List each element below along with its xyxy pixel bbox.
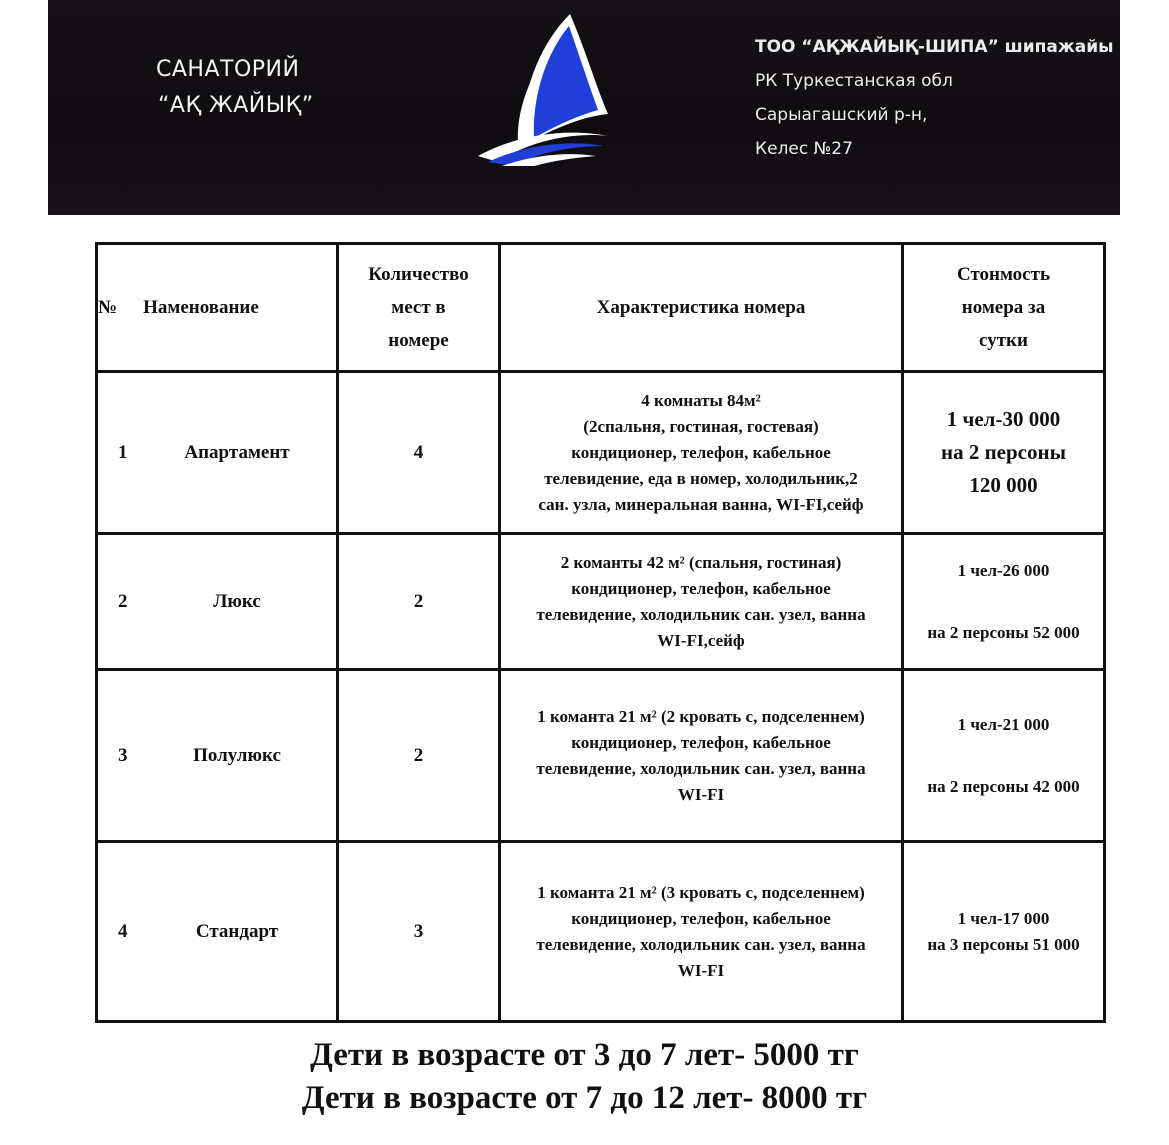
desc-line: 1 команта 21 м² (2 кровать с, подселеннем) xyxy=(537,706,865,726)
room-price xyxy=(903,534,1105,670)
room-name-cell xyxy=(97,534,338,670)
price-line: 1 чел-17 000 xyxy=(957,908,1050,928)
desc-line: телевидение, холодильник сан. узел, ванна xyxy=(536,604,866,624)
row-number: 1 xyxy=(118,441,128,463)
header-cost xyxy=(903,244,1105,372)
room-description xyxy=(500,534,903,670)
header-seats xyxy=(338,244,500,372)
header-seats-line: Количество xyxy=(368,264,469,285)
sanatorium-title: САНАТОРИЙ xyxy=(156,57,300,82)
room-name-cell xyxy=(97,842,338,1022)
room-price xyxy=(903,372,1105,534)
desc-line: 2 команты 42 м² (спальня, гостиная) xyxy=(560,552,842,572)
room-name: Люкс xyxy=(213,590,261,612)
price-line: 1 чел-30 000 xyxy=(946,407,1061,431)
price-spacer xyxy=(904,738,1103,774)
sailboat-icon xyxy=(458,6,618,166)
desc-line: WI-FI xyxy=(677,784,725,804)
table-row xyxy=(97,534,1105,670)
header-characteristics: Характеристика номера xyxy=(500,244,903,372)
room-name-cell xyxy=(97,372,338,534)
room-name: Апартамент xyxy=(184,441,290,463)
address-district: Сарыагашский р-н, xyxy=(755,105,928,125)
price-line: 120 000 xyxy=(969,473,1038,497)
room-description xyxy=(500,372,903,534)
desc-line: кондиционер, телефон, кабельное xyxy=(571,442,831,462)
room-description xyxy=(500,842,903,1022)
row-number: 4 xyxy=(118,920,128,942)
price-line: на 2 персоны 42 000 xyxy=(927,776,1080,796)
sanatorium-name xyxy=(156,52,314,124)
company-address xyxy=(755,30,1114,166)
header-cost-line: Стонмость xyxy=(956,264,1050,285)
header-cost-line: сутки xyxy=(979,330,1028,351)
room-name: Стандарт xyxy=(195,920,279,942)
desc-line: 1 команта 21 м² (3 кровать с, подселеннем) xyxy=(537,882,865,902)
room-description xyxy=(500,670,903,842)
table-row xyxy=(97,670,1105,842)
room-seats: 4 xyxy=(338,372,500,534)
sanatorium-brand: “АҚ ЖАЙЫҚ” xyxy=(158,93,314,118)
price-line: 1 чел-21 000 xyxy=(957,714,1050,734)
row-number: 2 xyxy=(118,590,128,612)
address-region: РК Туркестанская обл xyxy=(755,71,953,91)
header-seats-line: мест в xyxy=(391,297,446,318)
desc-line: WI-FI,сейф xyxy=(657,630,745,650)
desc-line: кондиционер, телефон, кабельное xyxy=(571,908,831,928)
room-seats: 3 xyxy=(338,842,500,1022)
header-seats-line: номере xyxy=(388,330,449,351)
desc-line: WI-FI xyxy=(677,960,725,980)
header-number-name xyxy=(97,244,338,372)
company-name: ТОО “АҚЖАЙЫҚ-ШИПА” шипажайы xyxy=(755,37,1114,57)
room-price xyxy=(903,670,1105,842)
price-spacer xyxy=(904,584,1103,620)
children-price-note-1: Дети в возрасте от 3 до 7 лет- 5000 тг xyxy=(310,1037,859,1073)
header-cost-line: номера за xyxy=(961,297,1046,318)
table-row xyxy=(97,842,1105,1022)
desc-line: телевидение, холодильник сан. узел, ванна xyxy=(536,758,866,778)
price-line: 1 чел-26 000 xyxy=(957,560,1050,580)
row-number: 3 xyxy=(118,744,128,766)
address-street: Келес №27 xyxy=(755,139,853,159)
header-banner xyxy=(48,0,1120,215)
price-table xyxy=(95,242,1106,1023)
desc-line: кондиционер, телефон, кабельное xyxy=(571,578,831,598)
desc-line: (2спальня, гостиная, гостевая) xyxy=(583,416,819,436)
room-price xyxy=(903,842,1105,1022)
desc-line: 4 комнаты 84м² xyxy=(641,390,761,410)
header-number: № xyxy=(98,296,118,318)
price-line: на 2 персоны xyxy=(940,440,1066,464)
room-seats: 2 xyxy=(338,670,500,842)
desc-line: телевидение, холодильник сан. узел, ванна xyxy=(536,934,866,954)
room-name-cell xyxy=(97,670,338,842)
table-row xyxy=(97,372,1105,534)
price-line: на 3 персоны 51 000 xyxy=(927,934,1080,954)
desc-line: сан. узла, минеральная ванна, WI-FI,сейф xyxy=(538,494,864,514)
price-line: на 2 персоны 52 000 xyxy=(927,622,1080,642)
table-header-row xyxy=(97,244,1105,372)
children-price-note-2: Дети в возрасте от 7 до 12 лет- 8000 тг xyxy=(301,1080,868,1116)
room-name: Полулюкс xyxy=(193,744,281,766)
desc-line: кондиционер, телефон, кабельное xyxy=(571,732,831,752)
header-name: Наменование xyxy=(143,296,259,318)
room-seats: 2 xyxy=(338,534,500,670)
desc-line: телевидение, еда в номер, холодильник,2 xyxy=(544,468,858,488)
